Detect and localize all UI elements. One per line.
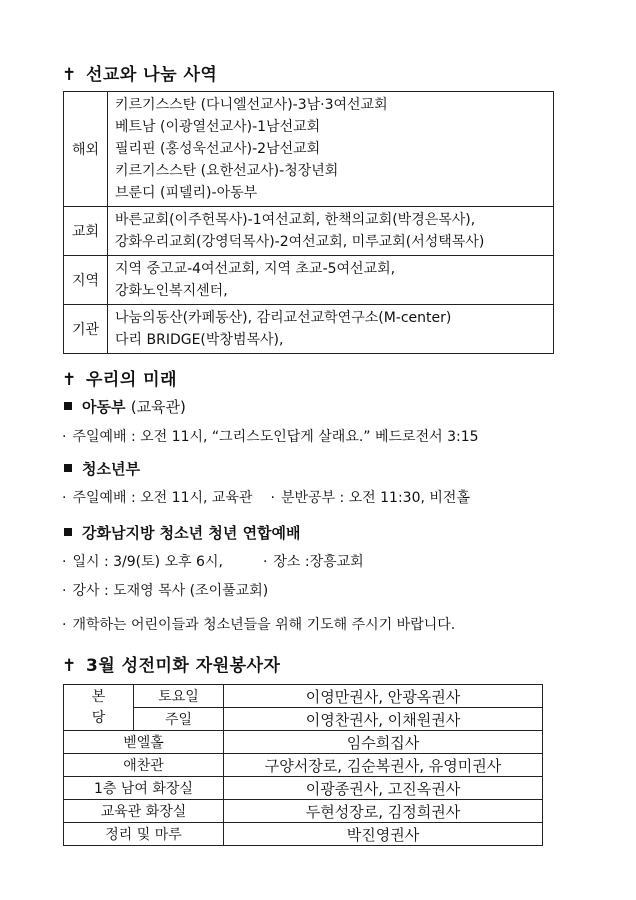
dot-bullet-icon: ·: [62, 554, 67, 570]
mission-row-institution: [64, 305, 554, 354]
mission-item: 바른교회(이주헌목사)-1여선교회, 한책의교회(박경은목사),: [115, 212, 476, 228]
volunteer-table: [63, 684, 543, 846]
mission-items: [108, 256, 554, 305]
mission-table: [63, 91, 554, 354]
mission-items: [108, 207, 554, 256]
table-row: [64, 685, 543, 708]
volunteer-names: 구양서장로, 김순복권사, 유영미권사: [224, 754, 543, 777]
volunteer-place: 교육관 화장실: [64, 800, 224, 823]
cross-icon: ✝: [62, 656, 77, 676]
youth-heading: [64, 458, 140, 479]
volunteer-names: 이영만권사, 안광옥권사: [224, 685, 543, 708]
joint-date-line: [62, 551, 364, 571]
volunteer-place: 주일: [134, 708, 224, 731]
square-bullet-icon: [64, 402, 72, 410]
joint-heading: [64, 522, 301, 543]
square-bullet-icon: [64, 464, 72, 472]
mission-item: 다리 BRIDGE(박창범목사),: [115, 332, 284, 348]
joint-speaker-line: [62, 580, 268, 600]
volunteers-heading-text: 3월 성전미화 자원봉사자: [86, 656, 281, 676]
joint-date: 일시 : 3/9(토) 오후 6시,: [72, 554, 223, 570]
mission-item: 필리핀 (홍성욱선교사)-2남선교회: [115, 141, 321, 157]
volunteer-place: 벧엘홀: [64, 731, 224, 754]
mission-row-region: [64, 256, 554, 305]
youth-class-text: 분반공부 : 오전 11:30, 비전홀: [280, 490, 470, 506]
volunteer-names: 이영찬권사, 이채원권사: [224, 708, 543, 731]
future-heading: [62, 365, 177, 390]
mission-category: 해외: [64, 92, 108, 207]
main-hall-label-1: 본: [91, 688, 106, 705]
main-hall-label-2: 당: [91, 709, 106, 726]
mission-item: 키르기스스탄 (다니엘선교사)-3남·3여선교회: [115, 97, 388, 113]
joint-speaker: 강사 : 도재영 목사 (조이풀교회): [72, 583, 269, 599]
children-title: 아동부: [82, 398, 126, 416]
volunteer-names: 박진영권사: [224, 823, 543, 846]
youth-service-line: [62, 487, 470, 507]
volunteer-place: 정리 및 마루: [64, 823, 224, 846]
future-heading-text: 우리의 미래: [86, 370, 178, 390]
volunteer-names: 임수희집사: [224, 731, 543, 754]
dot-bullet-icon: ·: [262, 554, 268, 570]
mission-item: 베트남 (이광열선교사)-1남선교회: [115, 119, 321, 135]
joint-title: 강화남지방 청소년 청년 연합예배: [82, 524, 301, 542]
volunteer-place: 1층 남여 화장실: [64, 777, 224, 800]
mission-category: 교회: [64, 207, 108, 256]
youth-title: 청소년부: [82, 460, 140, 478]
volunteer-place: 애찬관: [64, 754, 224, 777]
dot-bullet-icon: ·: [62, 429, 67, 445]
mission-item: 나눔의동산(카페동산), 감리교선교학연구소(M-center): [115, 310, 452, 326]
dot-bullet-icon: ·: [62, 490, 67, 506]
joint-place: 장소 :장흥교회: [273, 554, 364, 570]
square-bullet-icon: [64, 528, 72, 536]
mission-category: 지역: [64, 256, 108, 305]
mission-item: 강화노인복지센터,: [115, 283, 228, 299]
volunteer-place: 토요일: [134, 685, 224, 708]
volunteer-names: 두현성장로, 김정희권사: [224, 800, 543, 823]
table-row: [64, 708, 543, 731]
mission-item: 브룬디 (피델리)-아동부: [115, 185, 258, 201]
table-row: [64, 800, 543, 823]
cross-icon: ✝: [62, 370, 77, 390]
mission-item: 키르기스스탄 (요한선교사)-청장년회: [115, 163, 339, 179]
mission-category: 기관: [64, 305, 108, 354]
mission-items: [108, 92, 554, 207]
table-row: [64, 823, 543, 846]
mission-item: 강화우리교회(강영덕목사)-2여선교회, 미루교회(서성택목사): [115, 234, 485, 250]
children-subtitle: (교육관): [130, 398, 186, 416]
table-row: [64, 754, 543, 777]
mission-row-overseas: [64, 92, 554, 207]
volunteers-heading: [62, 651, 280, 676]
main-hall-label: [64, 685, 134, 731]
table-row: [64, 777, 543, 800]
youth-service-text: 주일예배 : 오전 11시, 교육관: [72, 490, 253, 506]
dot-bullet-icon: ·: [62, 583, 67, 599]
mission-heading-text: 선교와 나눔 사역: [86, 65, 218, 85]
table-row: [64, 731, 543, 754]
children-service-line: [62, 426, 479, 446]
children-service-text: 주일예배 : 오전 11시, “그리스도인답게 살래요.” 베드로전서 3:15: [72, 429, 479, 445]
dot-bullet-icon: ·: [62, 617, 67, 633]
cross-icon: ✝: [62, 65, 77, 85]
mission-item: 지역 중고교-4여선교회, 지역 초교-5여선교회,: [115, 261, 396, 277]
mission-row-church: [64, 207, 554, 256]
volunteer-names: 이광종권사, 고진옥권사: [224, 777, 543, 800]
dot-bullet-icon: ·: [270, 490, 275, 506]
prayer-line: [62, 614, 455, 634]
prayer-text: 개학하는 어린이들과 청소년들을 위해 기도해 주시기 바랍니다.: [72, 617, 456, 633]
mission-heading: [62, 60, 217, 85]
mission-items: [108, 305, 554, 354]
children-heading: [64, 396, 186, 417]
